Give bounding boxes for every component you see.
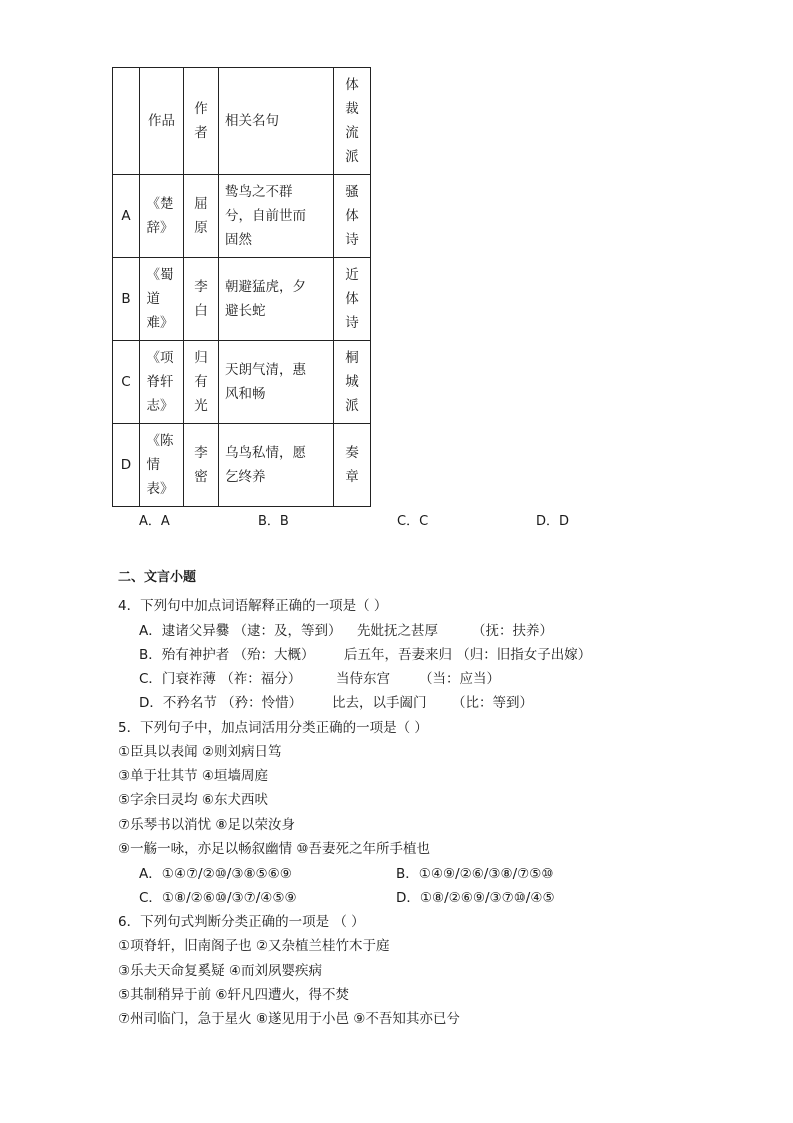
q4-stem: 4．下列句中加点词语解释正确的一项是（ ） bbox=[118, 598, 388, 614]
header-cell-work: 作品 bbox=[140, 68, 184, 175]
row-author: 李密 bbox=[184, 424, 219, 507]
q5-stem: 5．下列句子中，加点词活用分类正确的一项是（ ） bbox=[118, 720, 428, 736]
table-header-row bbox=[113, 68, 371, 175]
q6-item-line: ⑦州司临门，急于星火 ⑧遂见用于小邑 ⑨不吾知其亦已兮 bbox=[118, 1011, 460, 1027]
literature-table bbox=[112, 67, 371, 507]
row-genre: 桐城派 bbox=[334, 341, 371, 424]
table-row bbox=[113, 175, 371, 258]
q3-option-c[interactable]: C．C bbox=[397, 514, 429, 529]
q5-option-c[interactable]: C．①⑧/②⑥⑩/③⑦/④⑤⑨ bbox=[139, 890, 297, 906]
table-row bbox=[113, 258, 371, 341]
row-work: 《蜀道难》 bbox=[140, 258, 184, 341]
q5-option-b[interactable]: B．①④⑨/②⑥/③⑧/⑦⑤⑩ bbox=[396, 866, 554, 882]
header-cell-option bbox=[113, 68, 140, 175]
q3-option-b[interactable]: B．B bbox=[258, 514, 289, 529]
q6-item-line: ①项脊轩，旧南阁子也 ②又杂植兰桂竹木于庭 bbox=[118, 938, 390, 954]
row-work: 《陈情表》 bbox=[140, 424, 184, 507]
q5-item-line: ⑦乐琴书以消忧 ⑧足以荣汝身 bbox=[118, 817, 295, 833]
q5-option-d[interactable]: D．①⑧/②⑥⑨/③⑦⑩/④⑤ bbox=[396, 890, 555, 906]
row-author: 李白 bbox=[184, 258, 219, 341]
section-title: 二、文言小题 bbox=[118, 570, 197, 585]
row-author: 归有光 bbox=[184, 341, 219, 424]
row-work: 《楚辞》 bbox=[140, 175, 184, 258]
row-author: 屈原 bbox=[184, 175, 219, 258]
row-option: A bbox=[113, 175, 140, 258]
q5-item-line: ⑨一觞一咏，亦足以畅叙幽情 ⑩吾妻死之年所手植也 bbox=[118, 841, 430, 857]
row-quote: 天朗气清，惠风和畅 bbox=[219, 341, 334, 424]
q3-option-d[interactable]: D．D bbox=[536, 514, 570, 529]
row-option: B bbox=[113, 258, 140, 341]
q5-item-line: ③单于壮其节 ④垣墙周庭 bbox=[118, 768, 268, 784]
table-row bbox=[113, 341, 371, 424]
document-page: 作品 作者 相关名句 体裁流派 A 《楚辞》 屈原 鸷鸟之不群兮，自前世而固然 骚体诗 B 《蜀道难》 李白 朝避猛虎，夕避长蛇 近体诗 C 《项脊轩志》 归有光 天朗气清，惠风和畅 桐城派 D 《陈情表》 李密 乌鸟私情，愿乞终养 奏章 A．A B．B C．C D．D 二、文言小题 4．下列句中加点词语解释正确的一项是（ ） A．逮诸父异爨 （逮：及，等到） 先妣抚之甚厚 （抚：扶养） B．殆有神护者 （殆：大概） 后五年，吾妻来归 （归：旧指女子出嫁） C．门衰祚薄 （祚：福分） 当侍东宫 （当：应当） D．不矜名节 （矜：怜惜） 比去，以手阖门 （比：等到） 5．下列句子中，加点词活用分类正确的一项是（ ） ①臣具以表闻 ②则刘病日笃 ③单于壮其节 ④垣墙周庭 ⑤字余曰灵均 ⑥东犬西吠 ⑦乐琴书以消忧 ⑧足以荣汝身 ⑨一觞一咏，亦足以畅叙幽情 ⑩吾妻死之年所手植也 A．①④⑦/②⑩/③⑧⑤⑥⑨ B．①④⑨/②⑥/③⑧/⑦⑤⑩ C．①⑧/②⑥⑩/③⑦/④⑤⑨ D．①⑧/②⑥⑨/③⑦⑩/④⑤ 6．下列句式判断分类正确的一项是 （ ） ①项脊轩，旧南阁子也 ②又杂植兰桂竹木于庭 ③乐夫天命复奚疑 ④而刘夙婴疾病 ⑤其制稍异于前 ⑥轩凡四遭火，得不焚 ⑦州司临门，急于星火 ⑧遂见用于小邑 ⑨不吾知其亦已兮 bbox=[0, 0, 793, 1123]
q6-stem: 6．下列句式判断分类正确的一项是 （ ） bbox=[118, 914, 365, 930]
row-option: D bbox=[113, 424, 140, 507]
header-cell-quote: 相关名句 bbox=[219, 68, 334, 175]
row-genre: 骚体诗 bbox=[334, 175, 371, 258]
table-row bbox=[113, 424, 371, 507]
row-work: 《项脊轩志》 bbox=[140, 341, 184, 424]
q5-option-a[interactable]: A．①④⑦/②⑩/③⑧⑤⑥⑨ bbox=[139, 866, 292, 882]
q5-item-line: ①臣具以表闻 ②则刘病日笃 bbox=[118, 744, 282, 760]
q3-answer-options bbox=[0, 510, 793, 530]
row-quote: 乌鸟私情，愿乞终养 bbox=[219, 424, 334, 507]
row-option: C bbox=[113, 341, 140, 424]
q6-item-line: ⑤其制稍异于前 ⑥轩凡四遭火，得不焚 bbox=[118, 987, 349, 1003]
q5-item-line: ⑤字余曰灵均 ⑥东犬西吠 bbox=[118, 792, 268, 808]
row-quote: 朝避猛虎，夕避长蛇 bbox=[219, 258, 334, 341]
q3-option-a[interactable]: A．A bbox=[139, 514, 170, 529]
row-genre: 近体诗 bbox=[334, 258, 371, 341]
row-quote: 鸷鸟之不群兮，自前世而固然 bbox=[219, 175, 334, 258]
q6-item-line: ③乐夫天命复奚疑 ④而刘夙婴疾病 bbox=[118, 963, 322, 979]
row-genre: 奏章 bbox=[334, 424, 371, 507]
header-cell-author: 作者 bbox=[184, 68, 219, 175]
header-cell-genre: 体裁流派 bbox=[334, 68, 371, 175]
